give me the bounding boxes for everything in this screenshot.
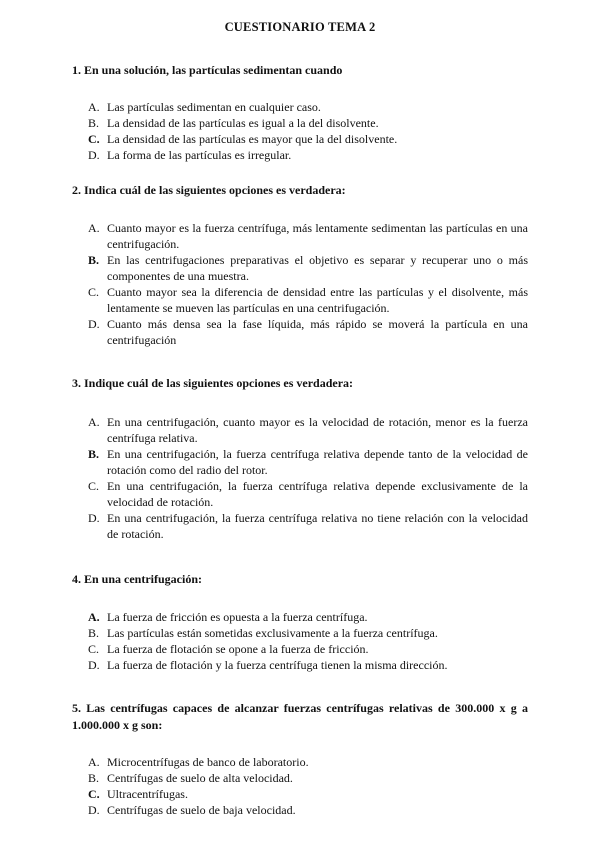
option-letter: D. [88, 803, 100, 817]
option-letter: D. [88, 148, 100, 162]
option-2c [88, 284, 528, 316]
option-4d [88, 657, 528, 673]
question-4-heading: 4. En una centrifugación: [72, 572, 203, 586]
option-5b [88, 770, 528, 786]
option-1d [88, 147, 528, 163]
option-letter-correct: B. [88, 253, 100, 267]
option-4b [88, 625, 528, 641]
option-2a [88, 220, 528, 252]
option-3d [88, 510, 528, 542]
option-text: Cuanto mayor sea la diferencia de densidad entre las partículas y el disolvente, más lentamente se mueven las partículas en una centrifugación. [107, 285, 528, 315]
option-letter: A. [88, 755, 100, 769]
option-text: La fuerza de fricción es opuesta a la fuerza centrífuga. [107, 610, 368, 624]
option-letter: B. [88, 771, 100, 785]
option-text: La fuerza de flotación y la fuerza centrífuga tienen la misma dirección. [107, 658, 448, 672]
question-2-heading: 2. Indica cuál de las siguientes opciones es verdadera: [72, 183, 346, 197]
option-3b [88, 446, 528, 478]
option-2d [88, 316, 528, 348]
option-text: En una centrifugación, la fuerza centrífuga relativa depende tanto de la velocidad de rotación como del radio del rotor. [107, 447, 528, 477]
option-4a [88, 609, 528, 625]
option-4c [88, 641, 528, 657]
option-letter-correct: B. [88, 447, 100, 461]
option-text: En las centrifugaciones preparativas el objetivo es separar y recuperar uno o más componentes de una muestra. [107, 253, 528, 283]
option-text: Las partículas están sometidas exclusivamente a la fuerza centrífuga. [107, 626, 438, 640]
option-5c [88, 786, 528, 802]
option-letter: A. [88, 221, 100, 235]
option-text: Centrífugas de suelo de baja velocidad. [107, 803, 296, 817]
option-letter: A. [88, 415, 100, 429]
option-letter: D. [88, 658, 100, 672]
option-3c [88, 478, 528, 510]
option-letter-correct: C. [88, 787, 100, 801]
option-text: La forma de las partículas es irregular. [107, 148, 292, 162]
option-text: Ultracentrífugas. [107, 787, 188, 801]
question-4-options [88, 609, 528, 673]
option-letter: D. [88, 317, 100, 331]
option-letter-correct: A. [88, 610, 100, 624]
option-1b [88, 115, 528, 131]
question-2-options [88, 220, 528, 348]
option-text: En una centrifugación, la fuerza centrífuga relativa depende exclusivamente de la velocidad de rotación. [107, 479, 528, 509]
option-letter: C. [88, 285, 100, 299]
option-2b [88, 252, 528, 284]
option-5a [88, 754, 528, 770]
option-text: La densidad de las partículas es igual a la del disolvente. [107, 116, 379, 130]
option-text: En una centrifugación, la fuerza centrífuga relativa no tiene relación con la velocidad de rotación. [107, 511, 528, 541]
option-text: La densidad de las partículas es mayor que la del disolvente. [107, 132, 398, 146]
option-letter-correct: C. [88, 132, 100, 146]
option-text: La fuerza de flotación se opone a la fuerza de fricción. [107, 642, 369, 656]
option-letter: A. [88, 100, 100, 114]
question-3-options [88, 414, 528, 542]
option-text: Microcentrífugas de banco de laboratorio. [107, 755, 309, 769]
option-letter: B. [88, 116, 100, 130]
option-letter: D. [88, 511, 100, 525]
option-letter: C. [88, 642, 100, 656]
option-text: Cuanto mayor es la fuerza centrífuga, más lentamente sedimentan las partículas en una centrifugación. [107, 221, 528, 251]
question-5-heading: 5. Las centrífugas capaces de alcanzar fuerzas centrífugas relativas de 300.000 x g a 1.000.000 x g son: [72, 701, 528, 732]
option-text: En una centrifugación, cuanto mayor es la velocidad de rotación, menor es la fuerza centrífuga relativa. [107, 415, 528, 445]
option-5d [88, 802, 528, 818]
option-letter: B. [88, 626, 100, 640]
option-1c [88, 131, 528, 147]
question-1-heading: 1. En una solución, las partículas sedimentan cuando [72, 63, 343, 77]
option-text: Cuanto más densa sea la fase líquida, más rápido se moverá la partícula en una centrifugación [107, 317, 528, 347]
question-1-options [88, 99, 528, 163]
question-5-options [88, 754, 528, 818]
option-1a [88, 99, 528, 115]
option-text: Centrífugas de suelo de alta velocidad. [107, 771, 293, 785]
option-letter: C. [88, 479, 100, 493]
question-3-heading: 3. Indique cuál de las siguientes opciones es verdadera: [72, 376, 354, 390]
option-3a [88, 414, 528, 446]
option-text: Las partículas sedimentan en cualquier caso. [107, 100, 321, 114]
page-title: CUESTIONARIO TEMA 2 [224, 20, 376, 34]
